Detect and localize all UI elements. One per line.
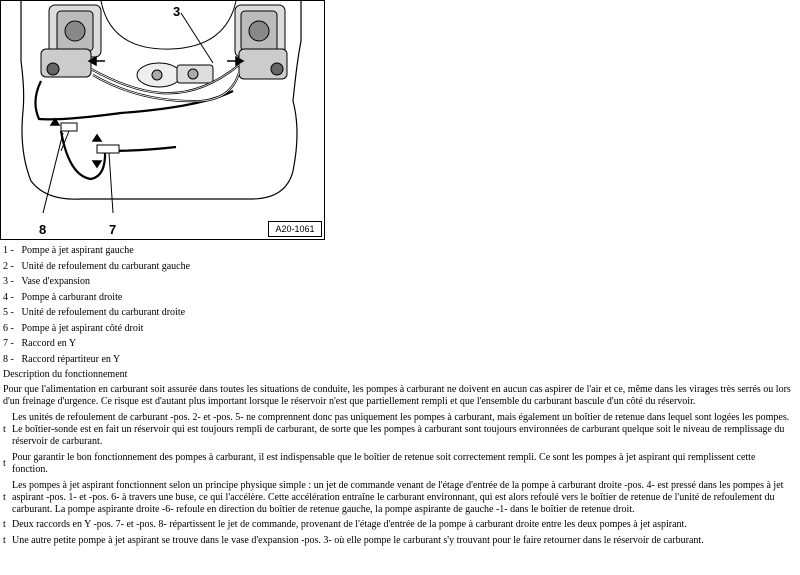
- bullet-text: Les unités de refoulement de carburant -pos. 2- et -pos. 5- ne comprennent donc pas uniquement les pompes à carburant, mais également un boîtier de retenue dans lequel sont logées les pompes. Le boîtier-sonde est en fait un réservoir qui est toujours rempli de carburant, de sorte que les pompes à carburant sont toujours environnées de carburant quelque soit le niveau de remplissage du réservoir de carburant.: [12, 412, 790, 447]
- legend-label: Unité de refoulement du carburant droite: [21, 307, 186, 318]
- legend-label: Pompe à jet aspirant côté droit: [21, 322, 144, 334]
- bullet-marker: t: [3, 535, 6, 546]
- right-delivery-unit: [235, 5, 287, 79]
- bullet-marker: t: [3, 424, 6, 435]
- y-connector-7: [97, 145, 119, 213]
- intro-paragraph: Pour que l'alimentation en carburant soit assurée dans toutes les situations de conduite, les pompes à carburant ne doivent en aucun cas aspirer de l'air et ce, même dans les virages très serrés ou lors d'un freinage d'urgence. Ce risque est d'autant plus important lorsque le réservoir n'est que partiellement rempli et que l'ensemble du carburant bascule d'un côté du réservoir.: [3, 384, 791, 407]
- legend-number: 4 -: [3, 291, 14, 303]
- figure-reference: A20-1061: [268, 221, 322, 237]
- section-title: Description du fonctionnement: [3, 369, 128, 380]
- bullet-text: Une autre petite pompe à jet aspirant se trouve dans le vase d'expansion -pos. 3- où elle pompe le carburant s'y trouvant pour le faire retourner dans le réservoir de carburant.: [12, 535, 704, 546]
- legend-item: [3, 336, 190, 352]
- legend-list: [3, 243, 190, 367]
- expansion-vessel: [137, 63, 213, 87]
- legend-number: 2 -: [3, 260, 14, 272]
- legend-label: Pompe à carburant droite: [21, 291, 123, 303]
- left-delivery-unit: [41, 5, 101, 77]
- legend-number: 5 -: [3, 307, 14, 318]
- legend-number: 1 -: [3, 245, 14, 256]
- bullet-marker: t: [3, 492, 6, 503]
- legend-number: 8 -: [3, 353, 14, 365]
- legend-label: Pompe à jet aspirant gauche: [21, 245, 134, 256]
- legend-label: Vase d'expansion: [21, 276, 91, 287]
- fuel-system-diagram: [0, 0, 325, 240]
- legend-item: [3, 274, 190, 290]
- bullet-marker: t: [3, 519, 6, 530]
- callout-3: 3: [173, 4, 181, 19]
- legend-number: 6 -: [3, 322, 14, 334]
- legend-item: [3, 290, 190, 306]
- legend-label: Raccord en Y: [21, 338, 77, 349]
- legend-number: 7 -: [3, 338, 14, 349]
- callout-3-leader: [181, 13, 213, 63]
- y-connector-8: [61, 123, 77, 151]
- legend-item: [3, 321, 190, 337]
- bullet-marker: t: [3, 458, 6, 469]
- legend-label: Unité de refoulement du carburant gauche: [21, 260, 191, 272]
- bullet-text: Les pompes à jet aspirant fonctionnent selon un principe physique simple : un jet de commande venant de l'étage d'entrée de la pompe à carburant droite -pos. 4- est pressé dans les pompes à jet aspirant -pos. 1- et -pos. 6- à travers une buse, ce qui l'accélère. Cette accélération entraîne le carburant environnant, qui est alors refoulé vers le boîtier de retenue de l'unité de refoulement du carburant. La pompe aspirante droite -6- refoule en direction du boîtier de retenue gauche, la pompe aspirante de gauche -1- dans le boîtier de retenue droit.: [12, 480, 784, 515]
- legend-item: [3, 305, 190, 321]
- bullet-text: Deux raccords en Y -pos. 7- et -pos. 8- répartissent le jet de commande, provenant de l'étage d'entrée de la pompe à carburant droite entre les deux pompes à jet aspirant.: [12, 519, 687, 530]
- tank-dome: [101, 1, 236, 49]
- bullet-text: Pour garantir le bon fonctionnement des pompes à carburant, il est indispensable que le boîtier de retenue soit correctement rempli. Ce sont les pompes à jet aspirant qui remplissent cette fonction.: [12, 452, 756, 475]
- legend-number: 3 -: [3, 276, 14, 287]
- legend-item: [3, 352, 190, 368]
- callout-7: 7: [109, 222, 117, 237]
- legend-item: [3, 243, 190, 259]
- callout-8: 8: [39, 222, 47, 237]
- legend-label: Raccord répartiteur en Y: [21, 353, 121, 365]
- diagram-drawing: [1, 1, 325, 240]
- legend-item: [3, 259, 190, 275]
- callout-8-leader: [43, 133, 63, 213]
